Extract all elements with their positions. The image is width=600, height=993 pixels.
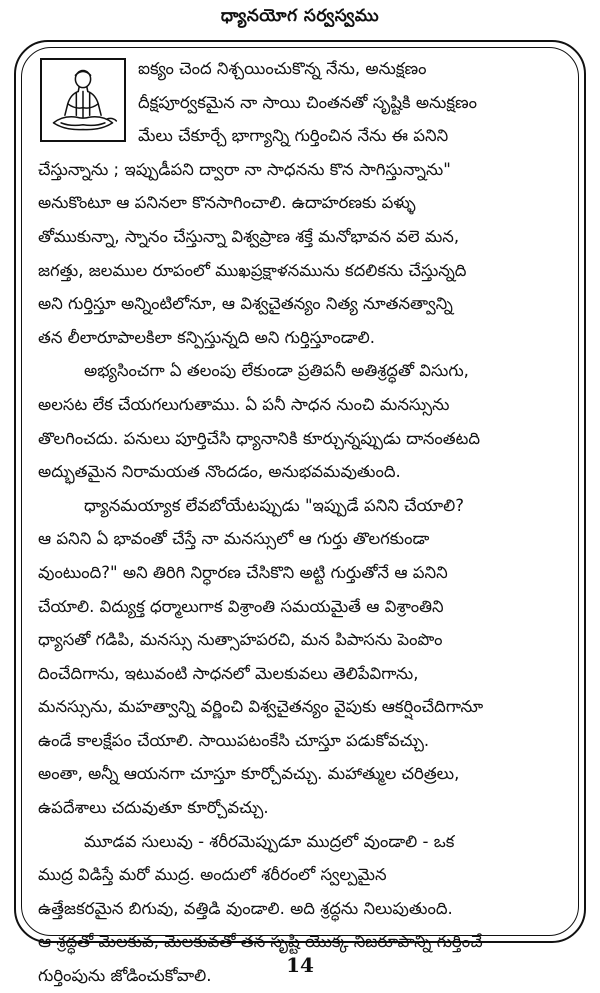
- text-line: చేస్తున్నాను ; ఇప్పుడీపని ద్వారా నా సాధనను కొన సాగిస్తున్నాను": [38, 159, 451, 179]
- text-line: గుర్తింపును జోడించుకోవాలి.: [38, 966, 212, 986]
- text-line: ముద్ర విడిస్తే మరో ముద్ర. అందులో శరీరంలో స్వల్పమైన: [38, 865, 387, 885]
- running-title: ధ్యానయోగ సర్వస్వము: [220, 6, 380, 26]
- text-line: ఉండే కాలక్షేపం చేయాలి. సాయిపటంకేసి చూస్తూ పడుకోవచ్చు.: [38, 730, 430, 750]
- text-line: జగత్తు, జలముల రూపంలో ముఖప్రక్షాళనమును కదలికను చేస్తున్నది: [38, 260, 467, 280]
- body-text: [38, 52, 576, 993]
- text-line: ధ్యాసతో గడిపి, మనస్సు నుత్సాహపరచి, మన పిపాసను పెంపొం: [38, 630, 443, 650]
- text-line: మనస్సును, మహత్వాన్ని వర్ణించి విశ్వచైతన్యం వైపుకు ఆకర్షించేదిగానూ: [38, 697, 484, 717]
- text-line: అంతా, అన్నీ ఆయనగా చూస్తూ కూర్చోవచ్చు. మహాత్ముల చరిత్రలు,: [38, 764, 460, 784]
- text-line: మేలు చేకూర్చే భాగ్యాన్ని గుర్తించిన నేను ఈ పనిని: [138, 126, 449, 146]
- text-line: అభ్యసించగా ఏ తలంపు లేకుండా ప్రతిపనీ అతిశ్రద్ధతో విసుగు,: [84, 361, 469, 381]
- text-line: ఆ పనిని ఏ భావంతో చేస్తే నా మనస్సులో ఆ గుర్తు తొలగకుండా: [38, 529, 430, 549]
- text-line: ఐక్యం చెంద నిశ్చయించుకొన్న నేను, అనుక్షణం: [138, 59, 427, 78]
- text-line: తన లీలారూపాలకిలా కన్పిస్తున్నది అని గుర్తిస్తూండాలి.: [38, 327, 375, 347]
- text-line: ఆ శ్రద్ధతో మెలకువ, మెలకువతో తన సృష్టి యొక్క నిజరూపాన్ని గుర్తించే: [38, 932, 483, 952]
- text-line: అద్భుతమైన నిరామయత నొందడం, అనుభవమవుతుంది.: [38, 462, 401, 482]
- text-line: దించేదిగాను, ఇటువంటి సాధనలో మెలకువలు తెలిపేవిగాను,: [38, 663, 419, 683]
- text-line: ధ్యానమయ్యాక లేవబోయేటప్పుడు "ఇప్పుడే పనిని చేయాలి?: [84, 495, 465, 515]
- text-line: తోముకున్నా, స్నానం చేస్తున్నా విశ్వప్రాణ శక్తే మనోభావన వలె మన,: [38, 226, 460, 246]
- text-line: చేయాలి. విద్యుక్త ధర్మాలుగాక విశ్రాంతి సమయమైతే ఆ విశ్రాంతిని: [38, 596, 444, 616]
- text-line: వుంటుంది?" అని తిరిగి నిర్ధారణ చేసికొని అట్టి గుర్తుతోనే ఆ పనిని: [38, 562, 448, 582]
- text-line: తొలగించదు. పనులు పూర్తిచేసి ధ్యానానికి కూర్చున్నప్పుడు దానంతటది: [38, 428, 480, 448]
- text-line: అని గుర్తిస్తూ అన్నింటిలోనూ, ఆ విశ్వచైతన్యం నిత్య నూతనత్వాన్ని: [38, 294, 453, 314]
- text-line: మూడవ సులువు - శరీరమెప్పుడూ ముద్రలో వుండాలి - ఒక: [84, 831, 455, 851]
- text-line: అలసట లేక చేయగలుగుతాము. ఏ పనీ సాధన నుంచి మనస్సును: [38, 394, 450, 414]
- text-line: దీక్షపూర్వకమైన నా సాయి చింతనతో సృష్టికి అనుక్షణం: [138, 92, 477, 112]
- page-number: 14: [286, 953, 314, 977]
- text-line: ఉపదేశాలు చదువుతూ కూర్చోవచ్చు.: [38, 798, 269, 818]
- text-line: ఉత్తేజకరమైన బిగువు, వత్తిడి వుండాలి. అది శ్రద్ధను నిలుపుతుంది.: [38, 898, 453, 918]
- text-line: అనుకొంటూ ఆ పనినలా కొనసాగించాలి. ఉదాహరణకు పళ్ళు: [38, 193, 416, 213]
